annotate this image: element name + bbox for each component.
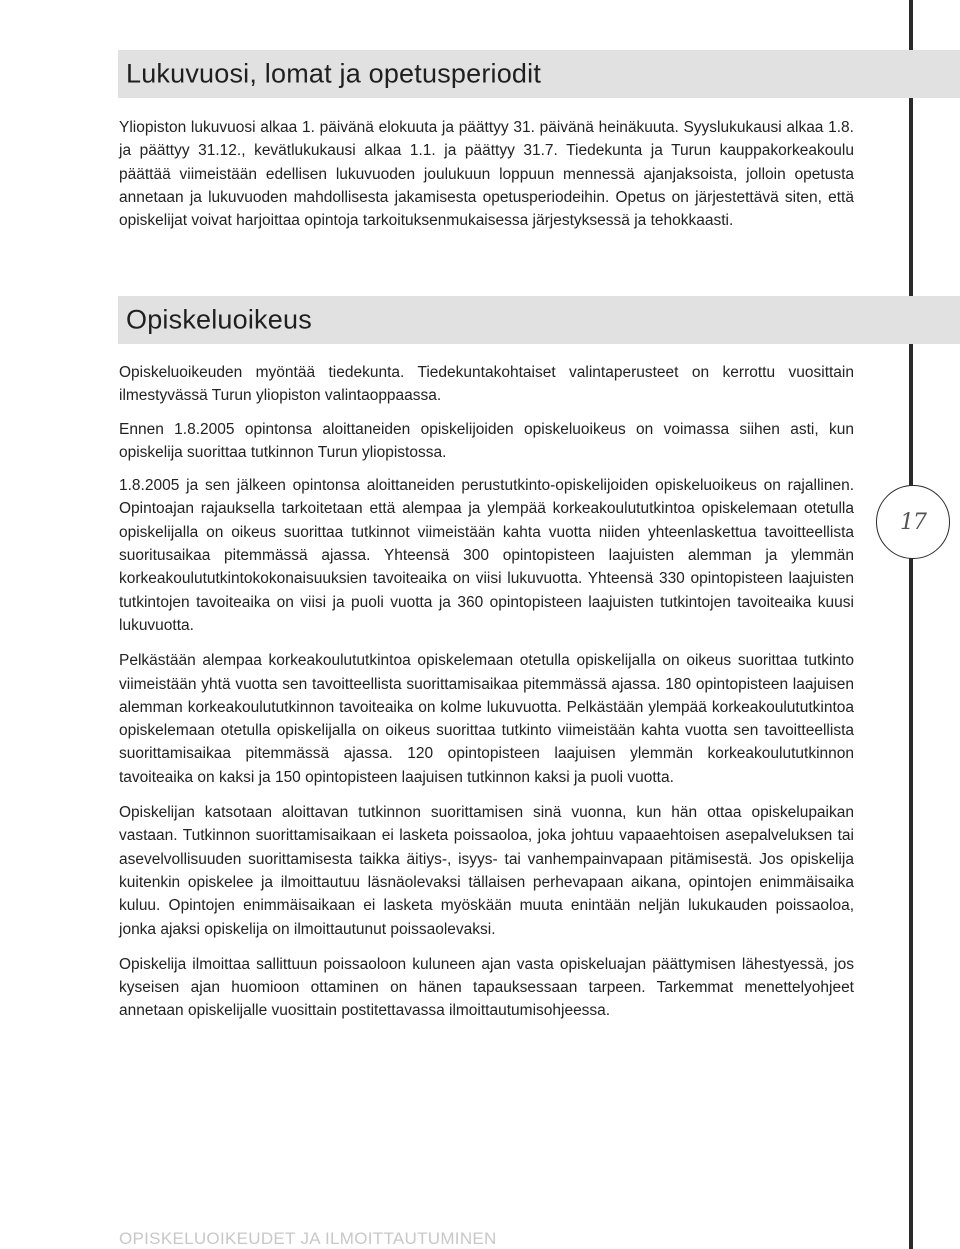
section-body-lukuvuosi [119,116,854,242]
section-heading-lukuvuosi: Lukuvuosi, lomat ja opetusperiodit [126,58,542,89]
section-body-opiskeluoikeus [119,361,854,1033]
footer-title: OPISKELUOIKEUDET JA ILMOITTAUTUMINEN [119,1229,497,1248]
paragraph: Yliopiston lukuvuosi alkaa 1. päivänä elokuuta ja päättyy 31. päivänä heinäkuuta. Syyslukukausi alkaa 1.8. ja päättyy 31.12., kevätlukukausi alkaa 1.1. ja päättyy 31.7. Tiedekunta ja Turun kauppakorkeakoulu päättää viimeistään edellisen lukuvuoden joulukuun loppuun mennessä ajanjaksoista, jolloin opetusta annetaan ja lukuvuoden mahdollisesta jakamisesta opetusperiodeihin. Opetus on järjestettävä siten, että opiskelijat voivat harjoittaa opintoja tarkoituksenmukaisessa järjestyksessä ja tehokkaasti. [119,119,854,230]
paragraph: 1.8.2005 ja sen jälkeen opintonsa aloittaneiden perustutkinto-opiskelijoiden opiskeluoikeus on rajallinen. Opintoajan rajauksella tarkoitetaan että alempaa ja ylempää korkeakoulututkintoa opiskelemaan otetulla opiskelijalla on oikeus suorittaa tutkinnot viimeistään kahta vuotta niiden yhteenlaskettua tavoitteellista suoritusaikaa pitemmässä ajassa. Yhteensä 300 opintopisteen laajuisten alemman ja ylemmän korkeakoulututkintokokonaisuuksien tavoiteaika on viisi lukuvuotta. Yhteensä 330 opintopisteen laajuisten tutkintojen tavoiteaika on viisi ja puoli vuotta ja 360 opintopisteen laajuisten tutkintojen tavoiteaika kuusi lukuvuotta. [119,477,854,634]
page-number-badge [876,485,950,559]
paragraph: Ennen 1.8.2005 opintonsa aloittaneiden opiskelijoiden opiskeluoikeus on voimassa siihen asti, kun opiskelija suorittaa tutkinnon Turun yliopistossa. [119,420,854,461]
paragraph: Opiskeluoikeuden myöntää tiedekunta. Tiedekuntakohtaiset valintaperusteet on kerrottu vuosittain ilmestyvässä Turun yliopiston valintaoppaassa. [119,364,854,405]
section-heading-bar [118,296,960,344]
paragraph: Opiskelijan katsotaan aloittavan tutkinnon suorittamisen sinä vuonna, kun hän ottaa opiskelupaikan vastaan. Tutkinnon suorittamisaikaan ei lasketa poissaoloa, joka johtuu vapaaehtoisen asepalveluksen tai asevelvollisuuden suorittamisesta taikka äitiys-, isyys- tai vanhempainvapaan pitämisestä. Jos opiskelija kuitenkin opiskelee ja ilmoittautuu läsnäolevaksi tällaisen perhevapaan aikana, opintojen enimmäisaika kuluu. Opintojen enimmäisaikaan ei lasketa myöskään muuta enintään neljän lukukauden poissaoloa, jonka ajaksi opiskelija on ilmoittautunut poissaolevaksi. [119,804,854,938]
page-number: 17 [900,509,926,535]
paragraph: Pelkästään alempaa korkeakoulututkintoa opiskelemaan otetulla opiskelijalla on oikeus suorittaa tutkinto viimeistään yhtä vuotta sen tavoitteellista suorittamisaikaa pitemmässä ajassa. 180 opintopisteen laajuisen alemman korkeakoulututkinnon tavoiteaika on kolme lukuvuotta. Pelkästään ylempää korkeakoulututkintoa opiskelemaan otetulla opiskelijalla on oikeus suorittaa tutkinto viimeistään kahta vuotta sen tavoitteellista suorittamisaikaa pitemmässä ajassa. 120 opintopisteen laajuisen ylemmän korkeakoulututkinnon tavoiteaika on kaksi ja 150 opintopisteen laajuisen tutkinnon kaksi ja puoli vuotta. [119,652,854,786]
section-heading-opiskeluoikeus: Opiskeluoikeus [126,304,312,335]
section-heading-bar [118,50,960,98]
paragraph: Opiskelija ilmoittaa sallittuun poissaoloon kuluneen ajan vasta opiskeluajan päättymisen lähestyessä, jos kyseisen ajan huomioon ottaminen on hänen tapauksessaan tarpeen. Tarkemmat menettelyohjeet annetaan opiskelijalle vuosittain postitettavassa ilmoittautumisohjeessa. [119,955,854,1020]
page-edge-line [909,0,913,1249]
